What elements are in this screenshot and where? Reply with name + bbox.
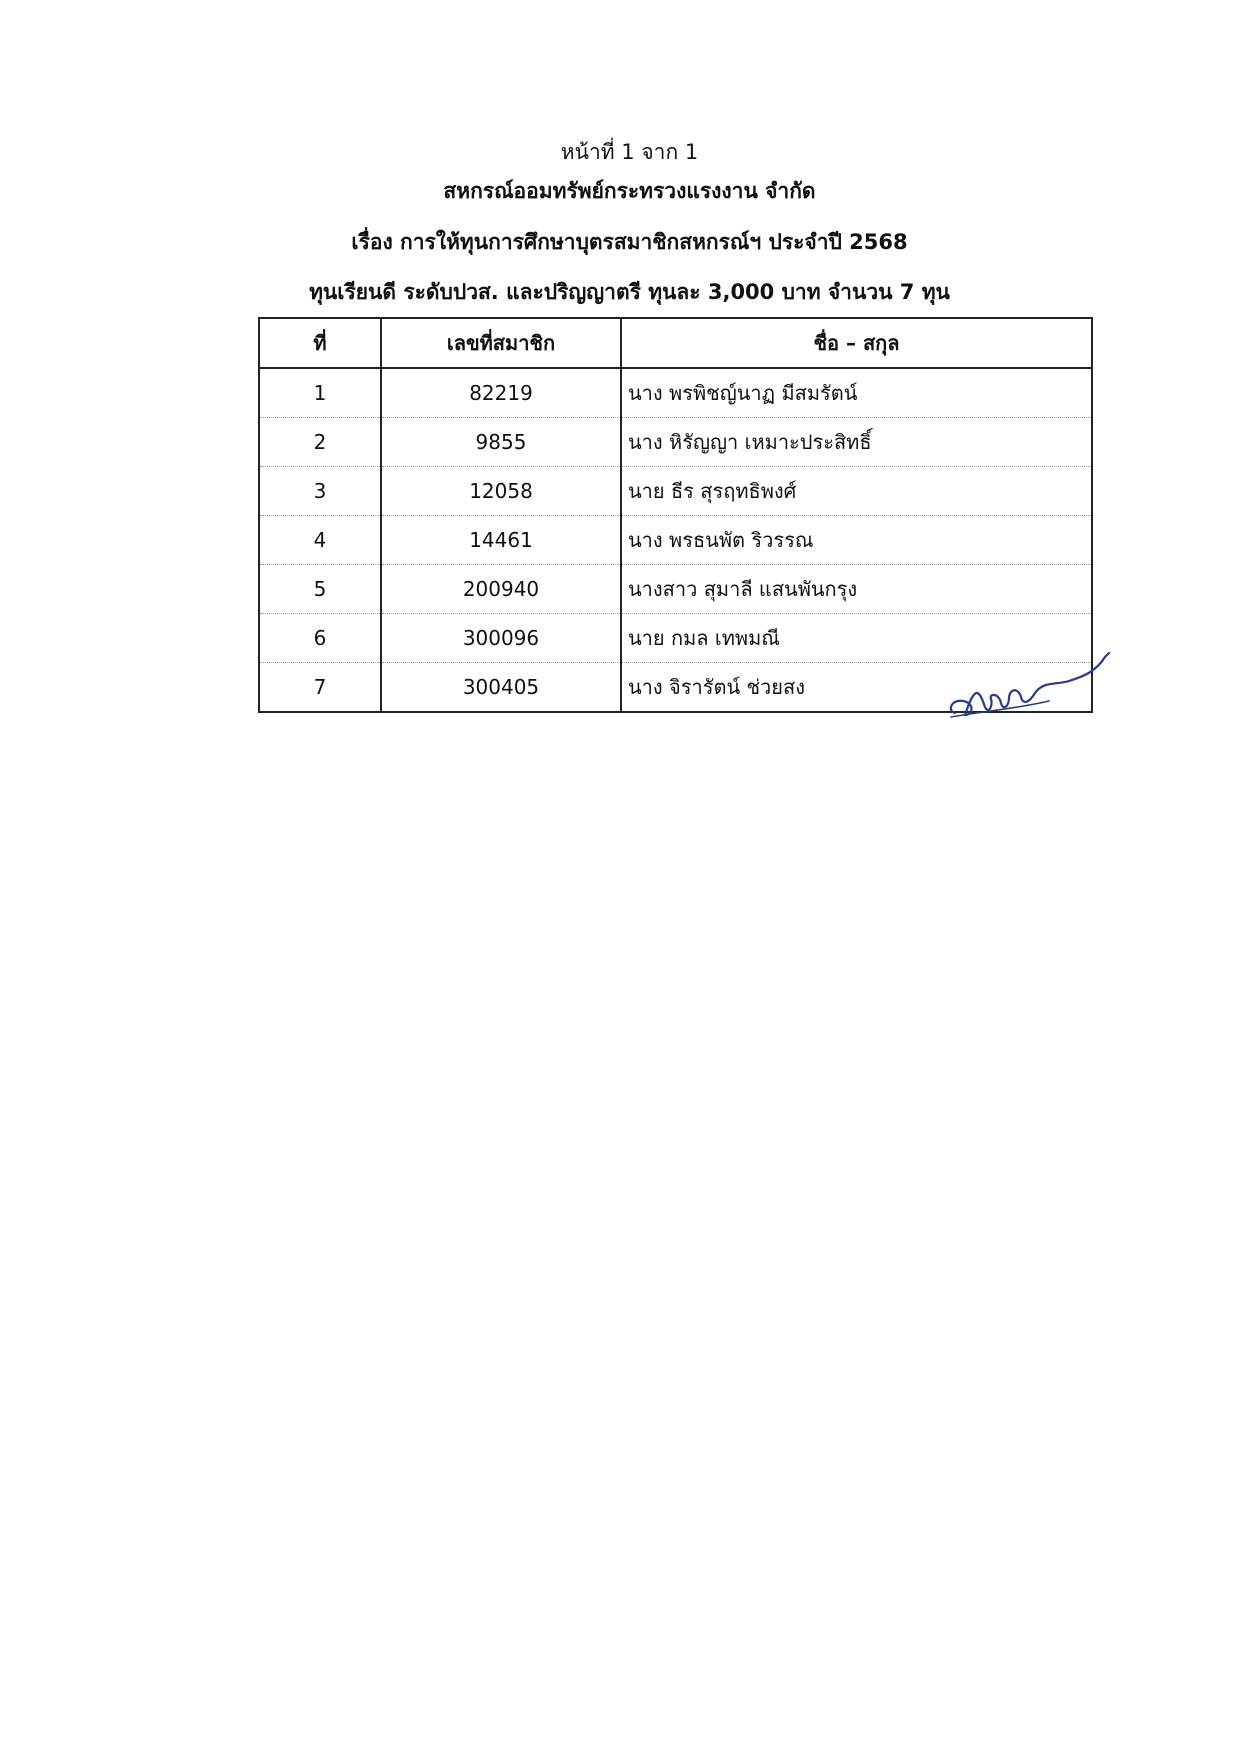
header-no: ที่ [259,318,381,368]
row-name: นาย กมล เทพมณี [621,614,1092,663]
row-no: 2 [259,418,381,467]
header-member-id: เลขที่สมาชิก [381,318,621,368]
row-member-id: 12058 [381,467,621,516]
row-no: 1 [259,368,381,418]
row-no: 7 [259,663,381,713]
row-no: 4 [259,516,381,565]
row-member-id: 200940 [381,565,621,614]
row-member-id: 300096 [381,614,621,663]
table-row [259,516,1092,565]
row-member-id: 82219 [381,368,621,418]
row-name: นาง พรธนพัต ริวรรณ [621,516,1092,565]
table-row [259,565,1092,614]
organization-name: สหกรณ์ออมทรัพย์กระทรวงแรงงาน จำกัด [443,179,816,203]
row-no: 6 [259,614,381,663]
table-header-row [259,318,1092,368]
table-row [259,418,1092,467]
row-no: 3 [259,467,381,516]
row-no: 5 [259,565,381,614]
row-member-id: 9855 [381,418,621,467]
page-number: หน้าที่ 1 จาก 1 [560,140,699,164]
row-name: นาง หิรัญญา เหมาะประสิทธิ์ [621,418,1092,467]
table-row [259,467,1092,516]
row-member-id: 300405 [381,663,621,713]
row-name: นาย ธีร สุรฤทธิพงศ์ [621,467,1092,516]
handwritten-signature [945,645,1115,720]
row-name: นางสาว สุมาลี แสนพันกรุง [621,565,1092,614]
row-name: นาง พรพิชญ์นาฏ มีสมรัตน์ [621,368,1092,418]
scholarship-description: ทุนเรียนดี ระดับปวส. และปริญญาตรี ทุนละ 3,000 บาท จำนวน 7 ทุน [309,280,950,304]
document-subject: เรื่อง การให้ทุนการศึกษาบุตรสมาชิกสหกรณ์ฯ ประจำปี 2568 [351,230,908,254]
row-member-id: 14461 [381,516,621,565]
row-name: นาง จิรารัตน์ ช่วยสง [628,675,805,699]
header-name: ชื่อ – สกุล [621,318,1092,368]
table-row [259,368,1092,418]
